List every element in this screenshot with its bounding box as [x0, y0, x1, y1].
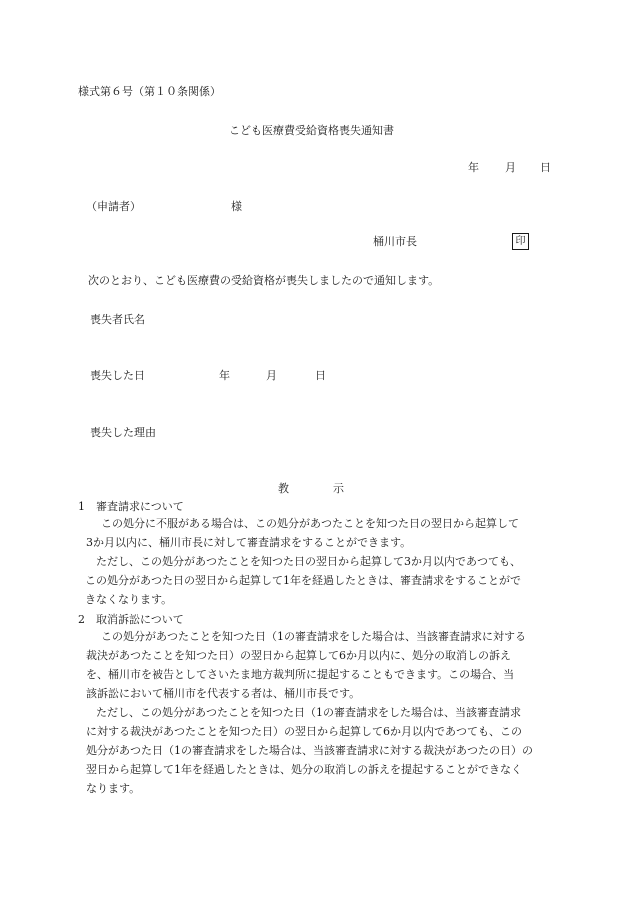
- text-line: この処分があつた日の翌日から起算して1年を経過したときは、審査請求をすることがで: [85, 574, 521, 587]
- loss-date-label: 喪失した日: [90, 369, 145, 382]
- loss-date-year: 年: [219, 369, 230, 382]
- section2-title: 2 取消訴訟について: [78, 613, 184, 626]
- text-line: 処分があつた日（1の審査請求をした場合は、当該審査請求に対する裁決があつたの日）の: [86, 744, 533, 757]
- text-line: きなくなります。: [85, 593, 173, 606]
- text-line: 翌日から起算して1年を経過したときは、処分の取消しの訴えを提起することができなく: [86, 763, 522, 776]
- date-day: 日: [540, 161, 551, 174]
- section1-title: 1 審査請求について: [78, 500, 184, 513]
- text-line: 該訴訟において桶川市を代表する者は、桶川市長です。: [86, 687, 361, 700]
- text-line: を、桶川市を被告としてさいたま地方裁判所に提起することもできます。この場合、当: [86, 668, 515, 681]
- text-line: 3か月以内に、桶川市長に対して審査請求をすることができます。: [86, 536, 412, 549]
- text-line: なります。: [86, 782, 141, 795]
- date-month: 月: [505, 161, 516, 174]
- text-line: この処分に不服がある場合は、この処分があつたことを知つた日の翌日から起算して: [101, 517, 519, 530]
- section2-para2: [0, 703, 630, 798]
- form-number: 様式第６号（第１０条関係）: [78, 85, 221, 98]
- name-label: 喪失者氏名: [90, 313, 145, 326]
- section1-para1: [0, 514, 630, 552]
- text-line: この処分があつたことを知つた日（1の審査請求をした場合は、当該審査請求に対する: [101, 630, 526, 643]
- loss-date-day: 日: [315, 369, 326, 382]
- intro-text: 次のとおり、こども医療費の受給資格が喪失しましたので通知します。: [88, 274, 440, 287]
- date-year: 年: [468, 161, 479, 174]
- applicant-label: （申請者）: [86, 200, 141, 213]
- honorific: 様: [231, 200, 242, 213]
- text-line: ただし、この処分があつたことを知つた日の翌日から起算して3か月以内であつても、: [96, 555, 521, 568]
- loss-reason-label: 喪失した理由: [90, 426, 156, 439]
- text-line: ただし、この処分があつたことを知つた日（1の審査請求をした場合は、当該審査請求: [96, 706, 521, 719]
- document-title: こども医療費受給資格喪失通知書: [229, 124, 394, 137]
- issuer: 桶川市長: [373, 235, 417, 248]
- section2-para1: [0, 627, 630, 703]
- text-line: に対する裁決があつたことを知つた日）の翌日から起算して6か月以内であつても、この: [86, 725, 522, 738]
- loss-date-month: 月: [266, 369, 277, 382]
- section1-para2: [0, 552, 630, 609]
- seal-mark: 印: [512, 233, 529, 250]
- text-line: 裁決があつたことを知つた日）の翌日から起算して6か月以内に、処分の取消しの訴え: [86, 649, 511, 662]
- notice-heading: 教 示: [278, 482, 344, 495]
